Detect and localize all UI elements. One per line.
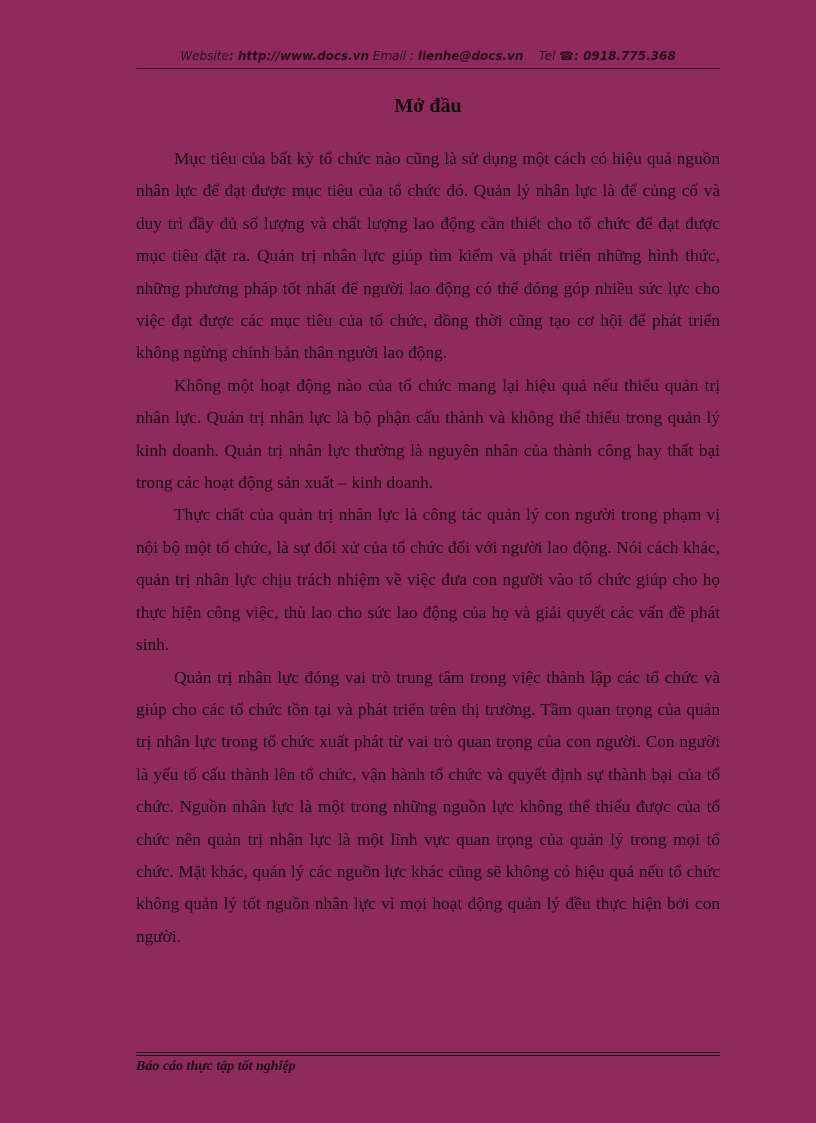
- paragraph-2: Không một hoạt động nào của tổ chức mang lại hiệu quả nếu thiếu quản trị nhân lực. Quản trị nhân lực là bộ phận cấu thành và không thể thiếu trong quản lý kinh doanh. Quản trị nhân lực thường là nguyên nhân của thành công hay thất bại trong các hoạt động sản xuất – kinh doanh.: [136, 375, 720, 493]
- paragraph-4: Quản trị nhân lực đóng vai trò trung tâm trong việc thành lập các tổ chức và giúp cho các tổ chức tồn tại và phát triển trên thị trường. Tầm quan trọng của quản trị nhân lực trong tổ chức xuất phát từ vai trò quan trọng của con người. Con người là yếu tố cấu thành lên tổ chức, vận hành tổ chức và quyết định sự thành bại của tổ chức. Nguồn nhân lực là một trong những nguồn lực không thể thiếu được của tổ chức nên quản trị nhân lực là một lĩnh vực quan trọng của quản lý trong mọi tổ chức. Mặt khác, quản lý các nguồn lực khác cũng sẽ không có hiệu quả nếu tổ chức không quản lý tốt nguồn nhân lực vì mọi hoạt động quản lý đều thực hiện bởi con người.: [136, 667, 720, 946]
- website-separator: :: [228, 49, 238, 63]
- body-text: [136, 143, 720, 953]
- paragraph-3: Thực chất của quản trị nhân lực là công tác quản lý con người trong phạm vị nội bộ một tổ chức, là sự đối xử của tổ chức đối với người lao động. Nói cách khác, quản trị nhân lực chịu trách nhiệm về việc đưa con người vào tổ chức giúp cho họ thực hiện công việc, thù lao cho sức lao động của họ và giải quyết các vấn đề phát sinh.: [136, 505, 720, 655]
- tel-value: : 0918.775.368: [574, 49, 676, 63]
- website-link[interactable]: http://www.docs.vn: [237, 49, 370, 63]
- website-label: Website: [180, 49, 229, 63]
- page-header: [136, 46, 720, 68]
- page-footer: Báo cáo thực tập tốt nghiệp: [136, 1059, 296, 1074]
- paragraph-1: Mục tiêu của bất kỳ tổ chức nào cũng là sử dụng một cách có hiệu quả nguồn nhân lực để đạt được mục tiêu của tổ chức đó. Quản lý nhân lực là để củng cố và duy trì đầy đủ số lượng và chất lượng lao động cần thiết cho tổ chức để đạt được mục tiêu đặt ra. Quản trị nhân lực giúp tìm kiếm và phát triển những hình thức, những phương pháp tốt nhất để người lao động có thể đóng góp nhiều sức lực cho việc đạt được các mục tiêu của tổ chức, đồng thời cũng tạo cơ hội để phát triển không ngừng chính bản thân người lao động.: [136, 149, 720, 363]
- email-link[interactable]: lienhe@docs.vn: [417, 49, 524, 63]
- footer-divider-top: [136, 1052, 720, 1053]
- page-title: Mở đầu: [394, 95, 462, 117]
- phone-icon: ☎: [559, 49, 575, 63]
- tel-label: Tel: [538, 49, 560, 63]
- email-label: Email :: [372, 49, 418, 63]
- footer-divider-bottom: [136, 1055, 720, 1056]
- header-divider: [136, 68, 720, 69]
